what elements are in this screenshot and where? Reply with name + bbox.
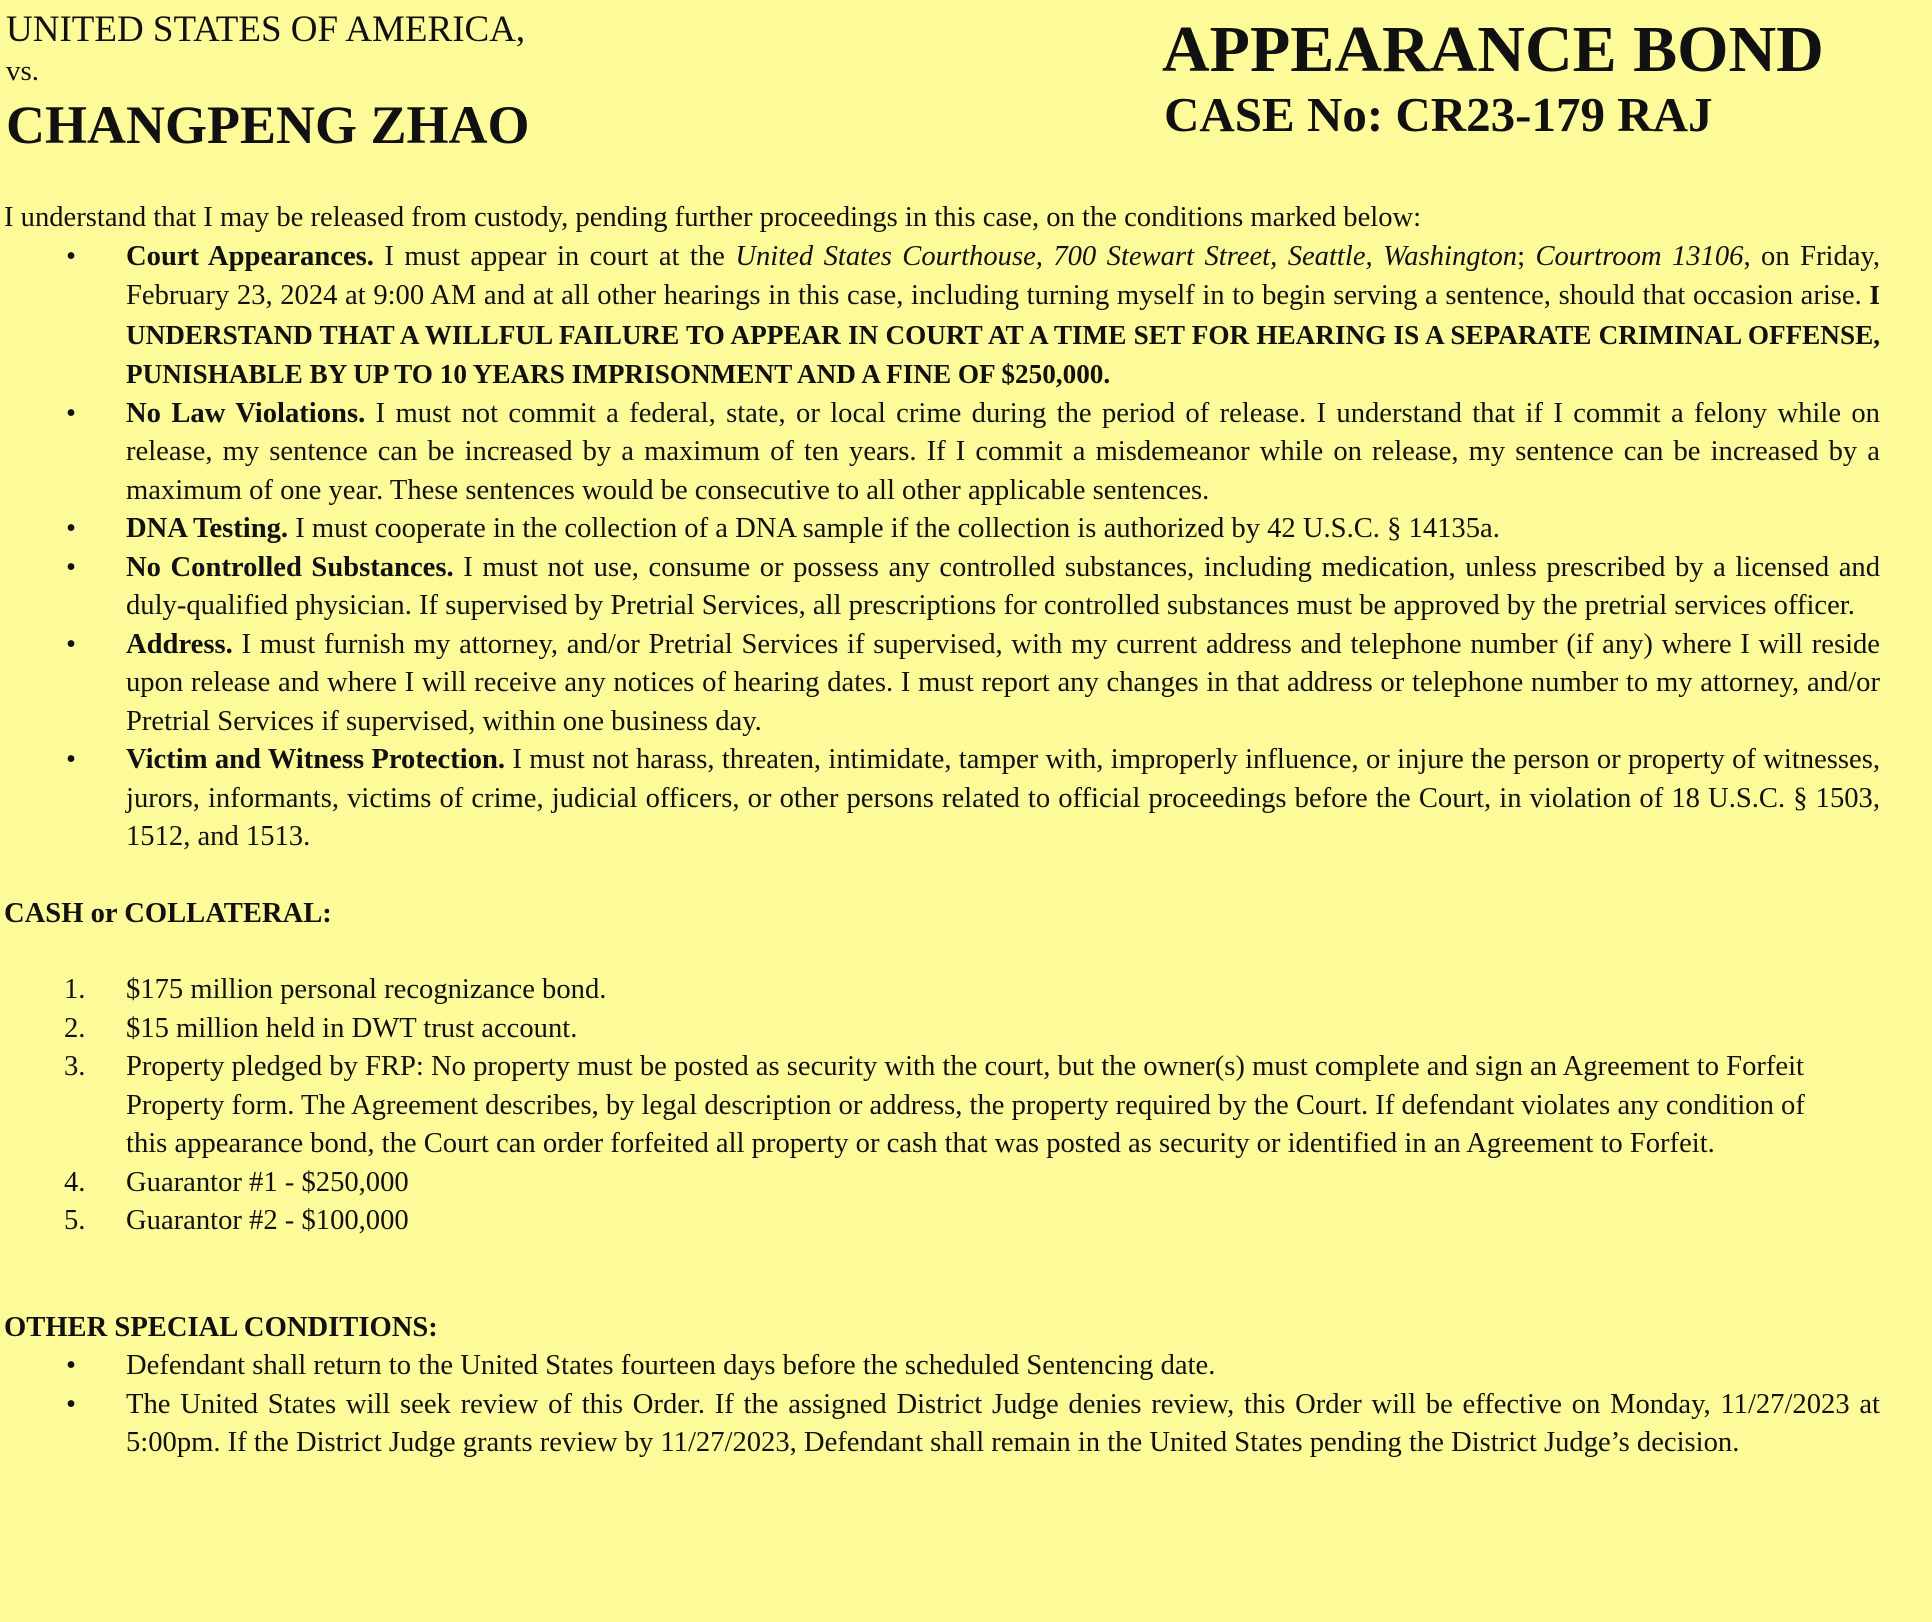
intro-paragraph: I understand that I may be released from custody, pending further proceedings in this case, on the conditions marked below: — [4, 202, 1422, 233]
cash-collateral-list — [0, 971, 1900, 1241]
other-conditions-heading: OTHER SPECIAL CONDITIONS: — [4, 1311, 438, 1343]
condition-text: I must cooperate in the collection of a DNA sample if the collection is authorized by 42 U.S.C. § 14135a. — [288, 513, 1500, 544]
courtroom: Courtroom 13106 — [1535, 240, 1744, 272]
condition-text: , on Friday, February 23, 2024 at 9:00 AM and at all other hearings in this case, including turning myself in to begin serving a sentence, should that occasion arise. — [126, 240, 1881, 311]
defendant-name: CHANGPENG ZHAO — [6, 95, 530, 155]
condition-text: I must not commit a federal, state, or local crime during the period of release. I understand that if I commit a felony while on release, my sentence can be increased by a maximum of ten years. If I commit a misdemeanor while on release, my sentence can be increased by a maximum of one year. These sentences would be consecutive to all other applicable sentences. — [126, 397, 1880, 506]
case-number: CASE No: CR23-179 RAJ — [1164, 87, 1713, 142]
courthouse-location: United States Courthouse, 700 Stewart Street, Seattle, Washington — [735, 240, 1518, 272]
condition-no-controlled-substances — [0, 549, 1880, 626]
item-text: Guarantor #2 - $100,000 — [126, 1205, 409, 1236]
condition-text: I must appear in court at the — [373, 240, 736, 272]
item-number: 4. — [64, 1166, 86, 1198]
condition-text: I must not harass, threaten, intimidate, tamper with, improperly influence, or injure the person or property of witnesses, jurors, informants, victims of crime, judicial officers, or other persons related to official proceedings before the Court, in violation of 18 U.S.C. § 1503, 1512, and 1513. — [126, 744, 1880, 852]
item-number: 2. — [64, 1012, 86, 1044]
condition-text: I must not use, consume or possess any controlled substances, including medication, unless prescribed by a licensed and duly-qualified physician. If supervised by Pretrial Services, all prescriptions for controlled substances must be approved by the pretrial services officer. — [126, 551, 1880, 621]
special-condition-text: Defendant shall return to the United States fourteen days before the scheduled Sentencing date. — [126, 1350, 1216, 1381]
cash-collateral-heading: CASH or COLLATERAL: — [4, 897, 332, 929]
condition-text: I must furnish my attorney, and/or Pretrial Services if supervised, with my current address and telephone number (if any) where I will reside upon release and where I will receive any notices of hearing dates. I must report any changes in that address or telephone number to my attorney, and/or Pretrial Services if supervised, within one business day. — [126, 628, 1880, 737]
bullet: • — [66, 1350, 77, 1381]
condition-title: DNA Testing. — [126, 513, 289, 544]
item-number: 5. — [64, 1205, 86, 1236]
other-conditions-list — [0, 1347, 1900, 1463]
condition-title: Address. — [126, 628, 233, 660]
plaintiff-caption: UNITED STATES OF AMERICA, — [6, 9, 526, 50]
collateral-item — [0, 1202, 1826, 1241]
condition-title: Victim and Witness Protection. — [126, 744, 506, 775]
condition-victim-witness-protection — [0, 741, 1880, 857]
case-caption — [6, 8, 530, 158]
bullet: • — [66, 744, 77, 775]
document-title-block — [1162, 14, 1824, 144]
bullet: • — [66, 397, 77, 429]
special-condition — [0, 1347, 1880, 1386]
condition-title: No Controlled Substances. — [126, 551, 454, 583]
item-number: 1. — [64, 974, 86, 1005]
bullet: • — [66, 551, 77, 583]
special-condition-text: The United States will seek review of this Order. If the assigned District Judge denies review, this Order will be effective on Monday, 11/27/2023 at 5:00pm. If the District Judge grants review by 11/27/2023, Defendant shall remain in the United States pending the District Judge’s decision. — [126, 1388, 1880, 1458]
condition-title: Court Appearances. — [126, 240, 374, 272]
collateral-item — [0, 1164, 1826, 1203]
bullet: • — [66, 513, 77, 544]
release-conditions-list — [0, 238, 1900, 857]
condition-court-appearances — [0, 238, 1880, 395]
document-body — [0, 199, 1900, 1463]
condition-address — [0, 626, 1880, 742]
item-text: Guarantor #1 - $250,000 — [126, 1166, 409, 1198]
condition-dna-testing — [0, 510, 1880, 549]
collateral-item — [0, 1048, 1826, 1164]
document-title: APPEARANCE BOND — [1162, 13, 1824, 86]
bullet: • — [66, 1388, 77, 1420]
collateral-item — [0, 1010, 1826, 1049]
item-text: Property pledged by FRP: No property must be posted as security with the court, but the owner(s) must complete and sign an Agreement to Forfeit Property form. The Agreement describes, by legal description or address, the property required by the Court. If defendant violates any condition of this appearance bond, the Court can order forfeited all property or cash that was posted as security or identified in an Agreement to Forfeit. — [126, 1051, 1805, 1159]
special-condition — [0, 1386, 1880, 1463]
bullet: • — [66, 628, 77, 660]
item-number: 3. — [64, 1051, 86, 1082]
item-text: $15 million held in DWT trust account. — [126, 1012, 578, 1044]
condition-title: No Law Violations. — [126, 397, 366, 429]
failure-to-appear-warning: I UNDERSTAND THAT A WILLFUL FAILURE TO APPEAR IN COURT AT A TIME SET FOR HEARING IS A SEPARATE CRIMINAL OFFENSE, PUNISHABLE BY UP TO 10 YEARS IMPRISONMENT AND A FINE OF $250,000. — [126, 280, 1880, 389]
item-text: $175 million personal recognizance bond. — [126, 974, 607, 1005]
versus-label: vs. — [6, 55, 40, 87]
separator: ; — [1517, 240, 1536, 272]
bullet: • — [66, 240, 77, 272]
collateral-item — [0, 971, 1826, 1010]
condition-no-law-violations — [0, 395, 1880, 511]
